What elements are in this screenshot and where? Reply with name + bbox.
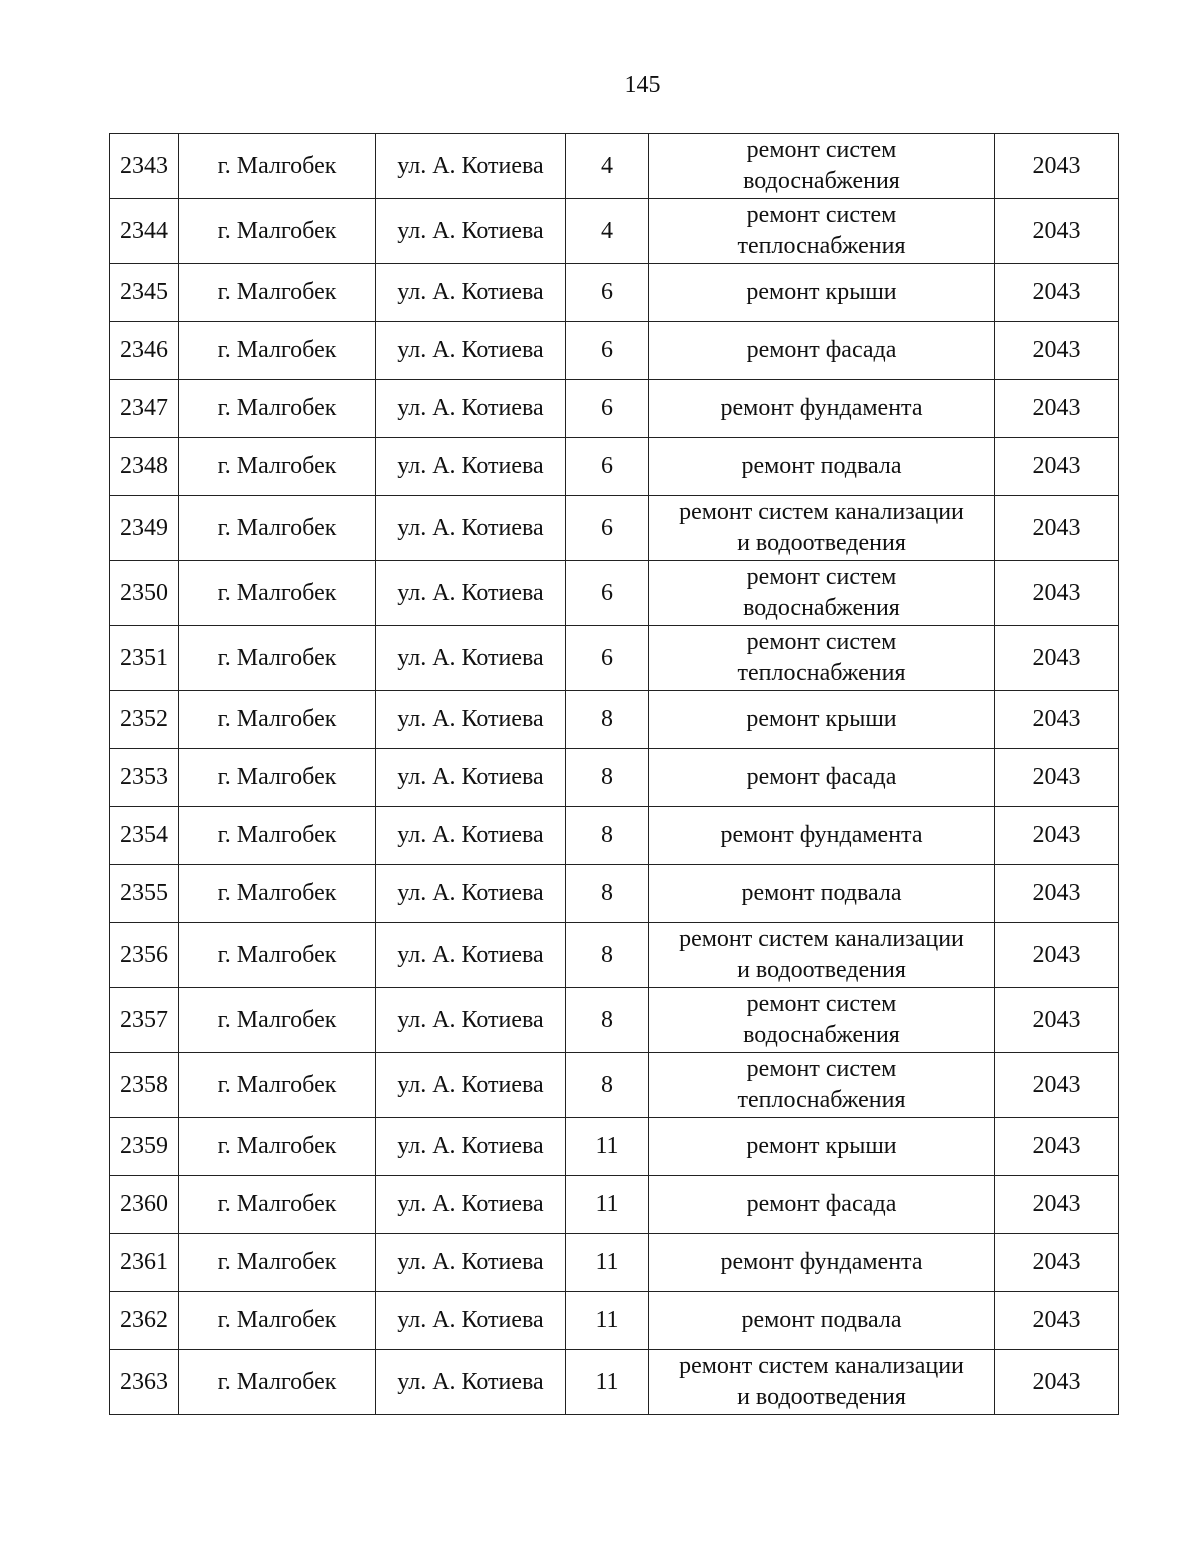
work-type-line: водоснабжения [743, 1022, 900, 1048]
street-cell: ул. А. Котиева [376, 1053, 566, 1118]
table-row [110, 264, 1119, 322]
table-row [110, 496, 1119, 561]
house-number-cell: 6 [566, 264, 649, 322]
work-type-line: ремонт систем [746, 202, 897, 228]
year-cell: 2043 [995, 988, 1119, 1053]
year-cell: 2043 [995, 1176, 1119, 1234]
row-number-cell: 2348 [110, 438, 179, 496]
work-type-line: ремонт фундамента [720, 822, 923, 848]
street-cell: ул. А. Котиева [376, 438, 566, 496]
work-type-cell [649, 626, 995, 691]
street-cell: ул. А. Котиева [376, 322, 566, 380]
city-cell: г. Малгобек [179, 134, 376, 199]
row-number-cell: 2345 [110, 264, 179, 322]
city-cell: г. Малгобек [179, 626, 376, 691]
house-number-cell: 8 [566, 923, 649, 988]
house-number-cell: 8 [566, 865, 649, 923]
work-type-line: водоснабжения [743, 595, 900, 621]
table-row [110, 1292, 1119, 1350]
table-row [110, 988, 1119, 1053]
work-type-cell [649, 1053, 995, 1118]
table-row [110, 1053, 1119, 1118]
year-cell: 2043 [995, 380, 1119, 438]
row-number-cell: 2352 [110, 691, 179, 749]
work-type-line: и водоотведения [737, 957, 906, 983]
table-row [110, 322, 1119, 380]
work-type-line: ремонт систем [746, 1056, 897, 1082]
city-cell: г. Малгобек [179, 322, 376, 380]
table-row [110, 1118, 1119, 1176]
row-number-cell: 2350 [110, 561, 179, 626]
city-cell: г. Малгобек [179, 749, 376, 807]
work-type-cell [649, 988, 995, 1053]
street-cell: ул. А. Котиева [376, 807, 566, 865]
work-type-line: ремонт систем [746, 564, 897, 590]
work-type-line: теплоснабжения [737, 1087, 906, 1113]
street-cell: ул. А. Котиева [376, 865, 566, 923]
work-type-line: ремонт систем канализации [679, 499, 964, 525]
house-number-cell: 11 [566, 1118, 649, 1176]
house-number-cell: 6 [566, 322, 649, 380]
table-row [110, 807, 1119, 865]
work-type-line: ремонт подвала [741, 453, 902, 479]
work-type-cell [649, 264, 995, 322]
work-type-cell [649, 1118, 995, 1176]
table-row [110, 199, 1119, 264]
house-number-cell: 4 [566, 134, 649, 199]
city-cell: г. Малгобек [179, 1118, 376, 1176]
city-cell: г. Малгобек [179, 1350, 376, 1415]
row-number-cell: 2354 [110, 807, 179, 865]
work-type-line: водоснабжения [743, 168, 900, 194]
table-row [110, 749, 1119, 807]
city-cell: г. Малгобек [179, 1292, 376, 1350]
year-cell: 2043 [995, 691, 1119, 749]
row-number-cell: 2344 [110, 199, 179, 264]
work-type-cell [649, 438, 995, 496]
row-number-cell: 2353 [110, 749, 179, 807]
work-type-cell [649, 380, 995, 438]
table-row [110, 1176, 1119, 1234]
row-number-cell: 2360 [110, 1176, 179, 1234]
row-number-cell: 2355 [110, 865, 179, 923]
year-cell: 2043 [995, 1234, 1119, 1292]
street-cell: ул. А. Котиева [376, 988, 566, 1053]
work-type-cell [649, 561, 995, 626]
year-cell: 2043 [995, 1118, 1119, 1176]
year-cell: 2043 [995, 561, 1119, 626]
work-type-cell [649, 322, 995, 380]
work-type-cell [649, 199, 995, 264]
work-type-line: ремонт крыши [746, 279, 897, 305]
year-cell: 2043 [995, 749, 1119, 807]
city-cell: г. Малгобек [179, 380, 376, 438]
work-type-line: ремонт систем канализации [679, 1353, 964, 1379]
house-number-cell: 8 [566, 807, 649, 865]
year-cell: 2043 [995, 923, 1119, 988]
city-cell: г. Малгобек [179, 438, 376, 496]
table-row [110, 626, 1119, 691]
street-cell: ул. А. Котиева [376, 1292, 566, 1350]
row-number-cell: 2346 [110, 322, 179, 380]
row-number-cell: 2362 [110, 1292, 179, 1350]
row-number-cell: 2351 [110, 626, 179, 691]
work-type-cell [649, 807, 995, 865]
street-cell: ул. А. Котиева [376, 380, 566, 438]
work-type-line: ремонт систем [746, 629, 897, 655]
work-type-line: ремонт крыши [746, 706, 897, 732]
table-row [110, 380, 1119, 438]
year-cell: 2043 [995, 134, 1119, 199]
table-row [110, 1350, 1119, 1415]
row-number-cell: 2363 [110, 1350, 179, 1415]
street-cell: ул. А. Котиева [376, 134, 566, 199]
house-number-cell: 4 [566, 199, 649, 264]
city-cell: г. Малгобек [179, 1176, 376, 1234]
row-number-cell: 2361 [110, 1234, 179, 1292]
year-cell: 2043 [995, 1053, 1119, 1118]
house-number-cell: 8 [566, 1053, 649, 1118]
year-cell: 2043 [995, 807, 1119, 865]
year-cell: 2043 [995, 626, 1119, 691]
city-cell: г. Малгобек [179, 691, 376, 749]
house-number-cell: 11 [566, 1176, 649, 1234]
row-number-cell: 2359 [110, 1118, 179, 1176]
city-cell: г. Малгобек [179, 865, 376, 923]
repair-schedule-table [109, 133, 1119, 1415]
table-body [110, 134, 1119, 1415]
work-type-line: и водоотведения [737, 1384, 906, 1410]
work-type-line: ремонт подвала [741, 1307, 902, 1333]
work-type-line: ремонт фундамента [720, 395, 923, 421]
house-number-cell: 8 [566, 749, 649, 807]
table-row [110, 865, 1119, 923]
table-row [110, 1234, 1119, 1292]
year-cell: 2043 [995, 1350, 1119, 1415]
work-type-cell [649, 691, 995, 749]
street-cell: ул. А. Котиева [376, 923, 566, 988]
house-number-cell: 6 [566, 380, 649, 438]
work-type-cell [649, 496, 995, 561]
city-cell: г. Малгобек [179, 1053, 376, 1118]
work-type-line: ремонт систем канализации [679, 926, 964, 952]
street-cell: ул. А. Котиева [376, 1118, 566, 1176]
city-cell: г. Малгобек [179, 923, 376, 988]
city-cell: г. Малгобек [179, 988, 376, 1053]
city-cell: г. Малгобек [179, 496, 376, 561]
city-cell: г. Малгобек [179, 807, 376, 865]
city-cell: г. Малгобек [179, 264, 376, 322]
city-cell: г. Малгобек [179, 199, 376, 264]
street-cell: ул. А. Котиева [376, 1234, 566, 1292]
work-type-cell [649, 749, 995, 807]
work-type-line: ремонт фасада [746, 1191, 897, 1217]
work-type-line: ремонт фасада [746, 764, 897, 790]
work-type-cell [649, 134, 995, 199]
work-type-line: ремонт систем [746, 137, 897, 163]
work-type-line: ремонт фасада [746, 337, 897, 363]
work-type-cell [649, 1176, 995, 1234]
table-row [110, 561, 1119, 626]
work-type-cell [649, 923, 995, 988]
year-cell: 2043 [995, 1292, 1119, 1350]
row-number-cell: 2343 [110, 134, 179, 199]
house-number-cell: 11 [566, 1292, 649, 1350]
year-cell: 2043 [995, 496, 1119, 561]
house-number-cell: 8 [566, 988, 649, 1053]
city-cell: г. Малгобек [179, 1234, 376, 1292]
house-number-cell: 8 [566, 691, 649, 749]
work-type-line: ремонт подвала [741, 880, 902, 906]
house-number-cell: 11 [566, 1350, 649, 1415]
city-cell: г. Малгобек [179, 561, 376, 626]
street-cell: ул. А. Котиева [376, 199, 566, 264]
year-cell: 2043 [995, 865, 1119, 923]
work-type-cell [649, 1234, 995, 1292]
street-cell: ул. А. Котиева [376, 626, 566, 691]
row-number-cell: 2356 [110, 923, 179, 988]
house-number-cell: 6 [566, 496, 649, 561]
house-number-cell: 11 [566, 1234, 649, 1292]
year-cell: 2043 [995, 322, 1119, 380]
row-number-cell: 2349 [110, 496, 179, 561]
table-row [110, 923, 1119, 988]
work-type-line: ремонт фундамента [720, 1249, 923, 1275]
table-row [110, 134, 1119, 199]
year-cell: 2043 [995, 199, 1119, 264]
street-cell: ул. А. Котиева [376, 691, 566, 749]
year-cell: 2043 [995, 438, 1119, 496]
work-type-line: ремонт крыши [746, 1133, 897, 1159]
table-row [110, 691, 1119, 749]
house-number-cell: 6 [566, 561, 649, 626]
row-number-cell: 2357 [110, 988, 179, 1053]
row-number-cell: 2358 [110, 1053, 179, 1118]
work-type-line: теплоснабжения [737, 233, 906, 259]
work-type-cell [649, 1350, 995, 1415]
year-cell: 2043 [995, 264, 1119, 322]
street-cell: ул. А. Котиева [376, 749, 566, 807]
street-cell: ул. А. Котиева [376, 1350, 566, 1415]
work-type-cell [649, 865, 995, 923]
street-cell: ул. А. Котиева [376, 561, 566, 626]
house-number-cell: 6 [566, 438, 649, 496]
house-number-cell: 6 [566, 626, 649, 691]
row-number-cell: 2347 [110, 380, 179, 438]
work-type-line: ремонт систем [746, 991, 897, 1017]
street-cell: ул. А. Котиева [376, 496, 566, 561]
work-type-cell [649, 1292, 995, 1350]
work-type-line: теплоснабжения [737, 660, 906, 686]
page-number: 145 [624, 72, 661, 98]
table-row [110, 438, 1119, 496]
street-cell: ул. А. Котиева [376, 1176, 566, 1234]
street-cell: ул. А. Котиева [376, 264, 566, 322]
work-type-line: и водоотведения [737, 530, 906, 556]
